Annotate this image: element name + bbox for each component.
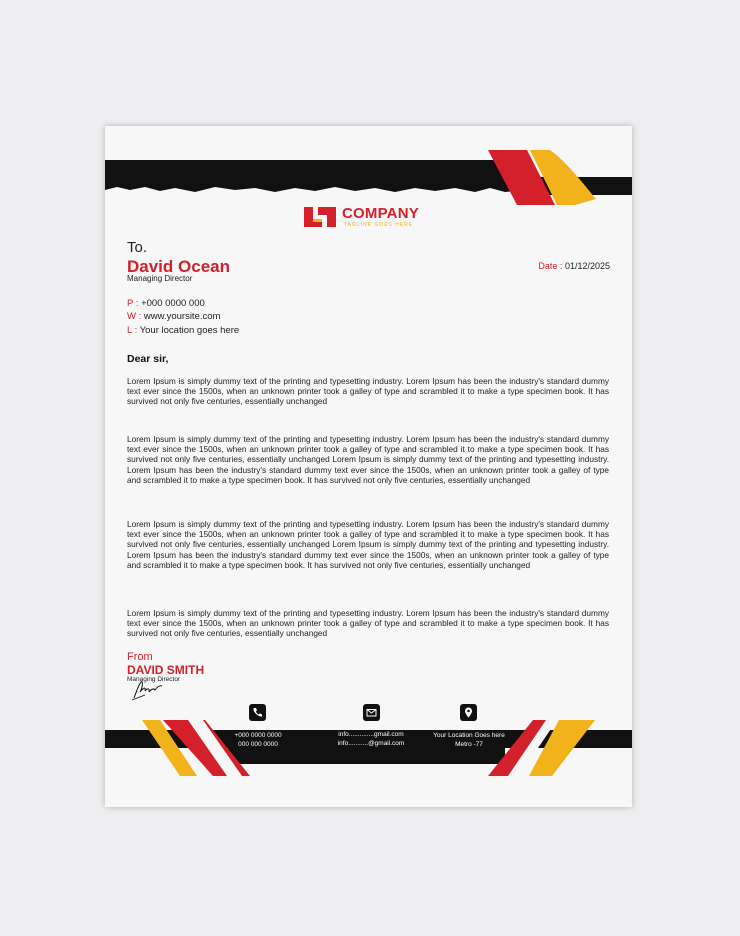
contact-value: www.yoursite.com: [143, 311, 221, 322]
recipient-title: Managing Director: [127, 274, 193, 283]
footer-phone-line-1: +000 0000 0000: [234, 732, 282, 739]
phone-icon: [249, 704, 266, 721]
body-paragraph-1: Lorem Ipsum is simply dummy text of the printing and typesetting industry. Lorem Ipsum has been the industry's standard dummy text ever since the 1500s, when an unknown printer took a galley of type and scrambled it to make a type specimen book. It has survived not only five centuries, essentially unchanged: [127, 376, 609, 407]
letterhead-page: [105, 126, 632, 807]
footer-email-line-1: info..............gmail.com: [338, 731, 404, 738]
date-value: 01/12/2025: [564, 261, 610, 271]
mail-icon: [363, 704, 380, 721]
footer-phone-line-2: 000 000 0000: [238, 741, 278, 748]
header-banner: [105, 126, 632, 216]
logo-mark-icon: [304, 207, 336, 227]
body-paragraph-4: Lorem Ipsum is simply dummy text of the printing and typesetting industry. Lorem Ipsum has been the industry's standard dummy text ever since the 1500s, when an unknown printer took a galley of type and scrambled it to make a type specimen book. It has survived not only five centuries, essentially unchanged: [127, 608, 609, 639]
contact-value: +000 0000 000: [141, 298, 205, 309]
contact-website: [127, 311, 220, 322]
company-logo: [304, 205, 444, 231]
from-label: From: [127, 651, 153, 663]
footer-location-line-2: Metro -77: [455, 741, 483, 748]
contact-key: W :: [127, 311, 142, 322]
contact-phone: [127, 298, 205, 309]
body-paragraph-3: Lorem Ipsum is simply dummy text of the printing and typesetting industry. Lorem Ipsum has been the industry's standard dummy text ever since the 1500s, when an unknown printer took a galley of type and scrambled it to make a type specimen book. It has survived not only five centuries, essentially unchanged Lorem Ipsum is simply dummy text of the printing and typesetting industry. Lorem Ipsum has been the industry's standard dummy text ever since the 1500s, when an unknown printer took a galley of type and scrambled it to make a type specimen book. It has survived not only five centuries, essentially unchanged: [127, 519, 609, 570]
sender-title: Managing Director: [127, 676, 181, 683]
date-line: [538, 261, 610, 271]
to-label: To.: [127, 239, 148, 256]
contact-location: [127, 325, 239, 336]
company-name: COMPANY: [342, 205, 419, 222]
recipient-name: David Ocean: [127, 257, 230, 276]
sender-name: DAVID SMITH: [127, 663, 205, 677]
footer-location-line-1: Your Location Goes here: [433, 732, 505, 739]
greeting: Dear sir,: [127, 353, 169, 365]
body-paragraph-2: Lorem Ipsum is simply dummy text of the printing and typesetting industry. Lorem Ipsum has been the industry's standard dummy text ever since the 1500s, when an unknown printer took a galley of type and scrambled it to make a type specimen book. It has survived not only five centuries, essentially unchanged Lorem Ipsum is simply dummy text of the printing and typesetting industry. Lorem Ipsum has been the industry's standard dummy text ever since the 1500s, when an unknown printer took a galley of type and scrambled it to make a type specimen book. It has survived not only five centuries, essentially unchanged: [127, 434, 609, 485]
footer-email-text: [331, 730, 411, 748]
contact-key: P :: [127, 298, 139, 309]
footer-location-text: [425, 731, 513, 749]
date-label: Date :: [538, 261, 563, 271]
location-pin-icon: [460, 704, 477, 721]
footer-email-line-2: info...........@gmail.com: [337, 740, 405, 747]
contact-key: L :: [127, 325, 138, 336]
company-tagline: TAGLINE GOES HERE: [344, 222, 414, 228]
footer-phone-text: [223, 731, 293, 749]
signature: [131, 678, 165, 702]
contact-value: Your location goes here: [139, 325, 240, 336]
